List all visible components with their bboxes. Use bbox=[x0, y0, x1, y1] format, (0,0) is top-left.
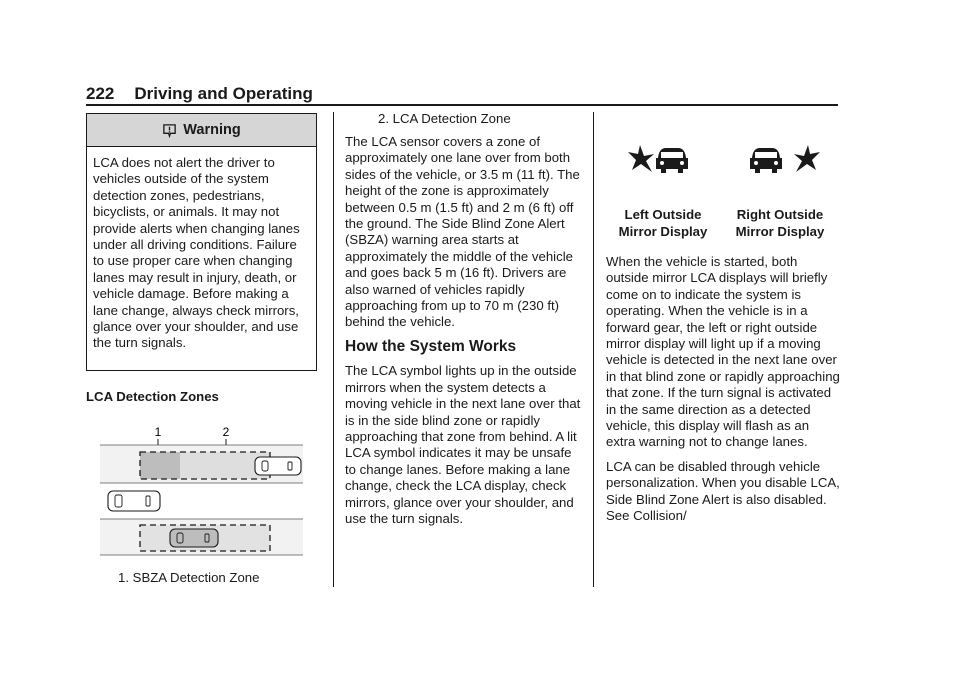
header-rule bbox=[86, 104, 838, 106]
warning-title: Warning bbox=[183, 122, 241, 138]
page-number: 222 bbox=[86, 84, 115, 103]
callout-1: 1 bbox=[154, 425, 162, 439]
mirror-display-paragraph: When the vehicle is started, both outside mirror LCA displays will briefly come on to indicate the system is operating. When the vehicle is in a forward gear, the left or right outside mirror display will light up if a moving vehicle is detected in the next lane over in that blind zone or rapidly approaching that zone. If the turn signal is activated in the same direction as a detected vehicle, this display will flash as an extra warning not to change lanes. bbox=[606, 254, 840, 450]
section-title: Driving and Operating bbox=[134, 84, 313, 103]
column-divider-2 bbox=[593, 112, 594, 587]
right-column bbox=[606, 254, 840, 533]
detection-zones-diagram bbox=[100, 425, 303, 560]
page-header bbox=[86, 84, 313, 104]
caption-sbza: 1. SBZA Detection Zone bbox=[118, 570, 260, 585]
callout-2: 2 bbox=[222, 425, 230, 439]
caption-lca: 2. LCA Detection Zone bbox=[378, 111, 511, 126]
right-mirror-label: Right Outside Mirror Display bbox=[735, 207, 825, 239]
column-divider-1 bbox=[333, 112, 334, 587]
disable-lca-paragraph: LCA can be disabled through vehicle personalization. When you disable LCA, Side Blind Zone Alert is also disabled. See Collision/ bbox=[606, 458, 840, 524]
detection-zones-heading: LCA Detection Zones bbox=[86, 389, 219, 404]
vehicle-bottom-lane bbox=[170, 529, 218, 547]
lca-right-mirror-icon bbox=[750, 145, 820, 173]
how-system-works-heading: How the System Works bbox=[345, 337, 517, 355]
warning-speech-icon bbox=[162, 123, 177, 138]
vehicle-top-lane bbox=[255, 457, 301, 475]
warning-text: LCA does not alert the driver to vehicles outside of the system detection zones, pedestrians, bicyclists, or animals. It may not provide alerts when changing lanes under all driving conditions. Failure to use proper care when changing lanes may result in injury, death, or vehicle damage. Before making a lane change, always check mirrors, glance over your shoulder, and use the turn signals. bbox=[93, 155, 300, 351]
sbza-zone bbox=[140, 452, 180, 479]
left-mirror-label: Left Outside Mirror Display bbox=[618, 207, 708, 239]
warning-box bbox=[86, 113, 317, 371]
warning-header bbox=[87, 114, 316, 147]
how-system-works-paragraph: The LCA symbol lights up in the outside mirrors when the system detects a moving vehicle in the next lane over that is in the side blind zone or rapidly approaching that zone from behind. A lit LCA symbol indicates it may be unsafe to change lanes. Before making a lane change, check the LCA display, check mirrors, glance over your shoulder, and use the turn signals. bbox=[345, 363, 581, 526]
middle-column bbox=[345, 134, 581, 535]
lca-left-mirror-icon bbox=[628, 145, 688, 173]
vehicle-middle-lane bbox=[108, 491, 160, 511]
lca-sensor-paragraph: The LCA sensor covers a zone of approximately one lane over from both sides of the vehicle, or 3.5 m (11 ft). The height of the zone is approximately between 0.5 m (1.5 ft) and 2 m (6 ft) off the ground. The Side Blind Zone Alert (SBZA) warning area starts at approximately the middle of the vehicle and goes back 5 m (16 ft). Drivers are also warned of vehicles rapidly approaching from up to 70 m (230 ft) behind the vehicle. bbox=[345, 134, 580, 330]
